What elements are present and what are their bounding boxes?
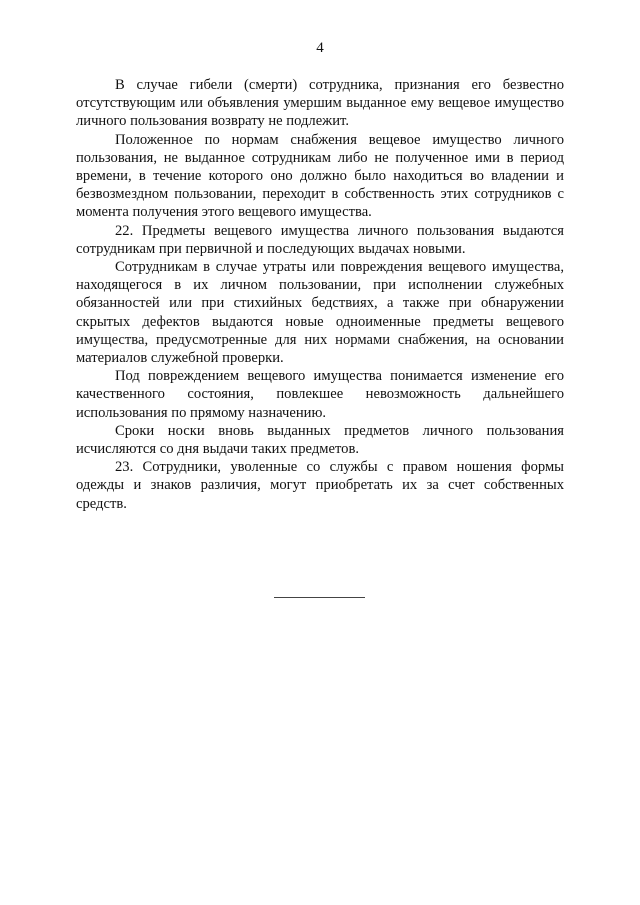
paragraph-damage-definition: Под повреждением вещевого имущества понимается изменение его качественного состояния, повлекшее невозможность дальнейшего использования по прямому назначению.: [76, 368, 564, 421]
page-number: 4: [316, 40, 324, 56]
paragraph-death-of-employee: В случае гибели (смерти) сотрудника, признания его безвестно отсутствующим или объявления умершим выданное ему вещевое имущество личного пользования возврату не подлежит.: [76, 77, 564, 130]
paragraph-wear-periods: Сроки носки вновь выданных предметов личного пользования исчисляются со дня выдачи таких предметов.: [76, 422, 564, 458]
paragraph-clause-22: 22. Предметы вещевого имущества личного пользования выдаются сотрудникам при первичной и последующих выдачах новыми.: [76, 222, 564, 257]
paragraph-clause-23: 23. Сотрудники, уволенные со службы с правом ношения формы одежды и знаков различия, могут приобретать их за счет собственных средств.: [76, 459, 564, 512]
document-body: [76, 76, 564, 513]
paragraph-unissued-property: Положенное по нормам снабжения вещевое имущество личного пользования, не выданное сотрудникам либо не полученное ими в период времени, в течение которого оно должно было находиться во владении и безвозмездном пользовании, переходит в собственность этих сотрудников с момента получения этого вещевого имущества.: [76, 131, 564, 221]
paragraph-loss-or-damage: Сотрудникам в случае утраты или повреждения вещевого имущества, находящегося в их личном пользовании, при исполнении служебных обязанностей или при стихийных бедствиях, а также при обнаружении скрытых дефектов выдаются новые одноименные предметы вещевого имущества, предусмотренные для них нормами снабжения, на основании материалов служебной проверки.: [76, 259, 564, 367]
end-separator-line: [274, 597, 365, 598]
